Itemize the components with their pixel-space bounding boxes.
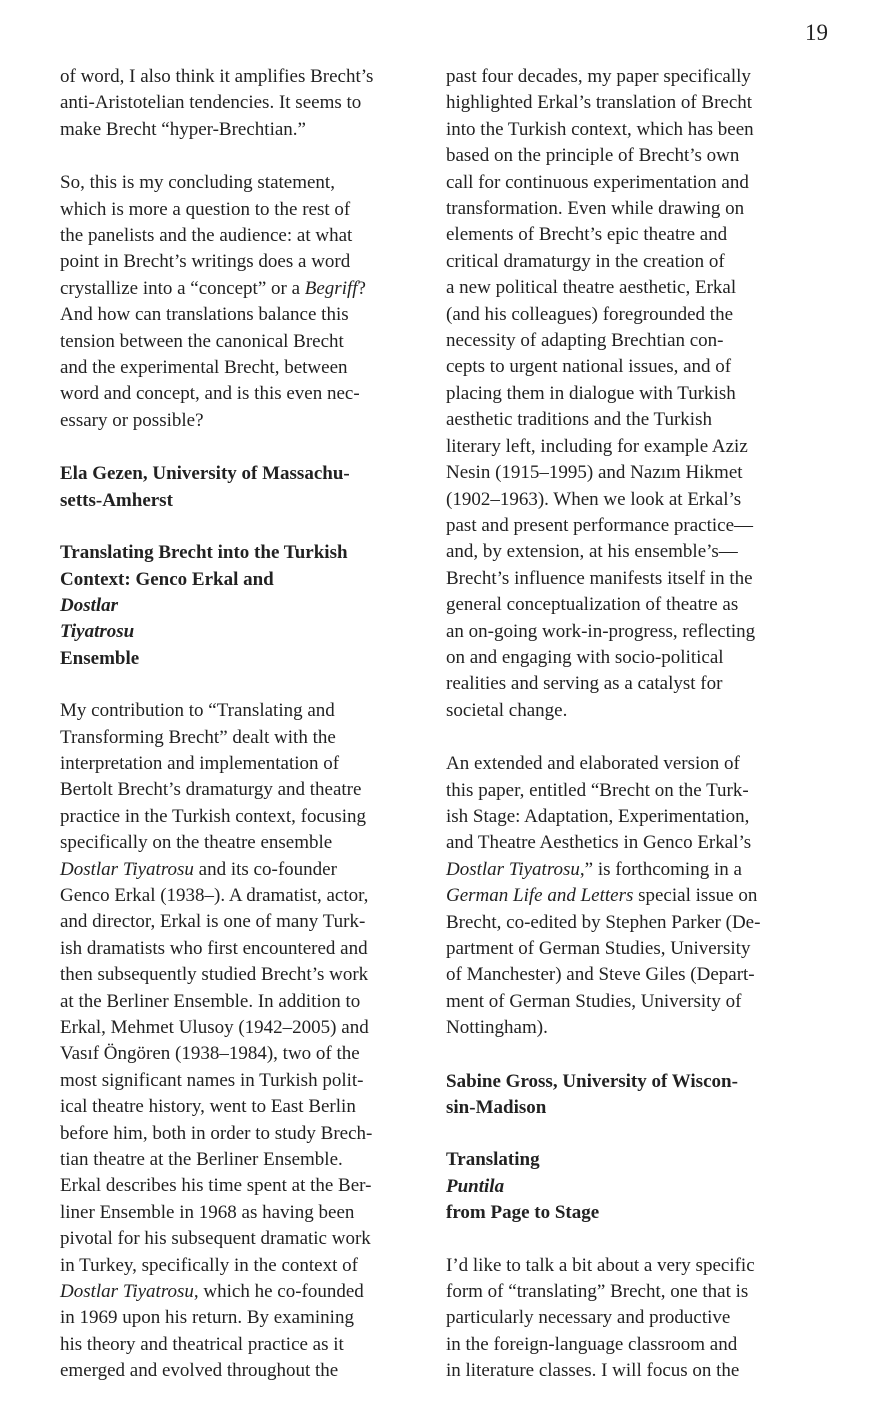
- text-line: societal change.: [446, 699, 568, 721]
- paragraph: [60, 698, 412, 1385]
- text-run: Context: Genco Erkal and: [60, 568, 274, 590]
- text-line: practice in the Turkish context, focusing: [60, 805, 367, 827]
- text-line: aesthetic traditions and the Turkish: [446, 409, 712, 431]
- text-line: placing them in dialogue with Turkish: [446, 382, 736, 404]
- text-line: ment of German Studies, University of: [446, 990, 742, 1012]
- italic-term: Dostlar Tiyatrosu: [60, 1281, 194, 1303]
- text-line: general conceptualization of theatre as: [446, 594, 739, 616]
- text-line: this paper, entitled “Brecht on the Turk-: [446, 779, 749, 801]
- text-line: critical dramaturgy in the creation of: [446, 250, 725, 272]
- text-run: ?: [357, 277, 366, 299]
- text-line: literary left, including for example Aziz: [446, 435, 748, 457]
- text-line: past four decades, my paper specifically: [446, 66, 751, 87]
- text-line: particularly necessary and productive: [446, 1307, 731, 1329]
- text-line: a new political theatre aesthetic, Erkal: [446, 277, 737, 299]
- text-line: Brecht’s influence manifests itself in the: [446, 567, 753, 589]
- text-line: word and concept, and is this even nec-: [60, 383, 360, 405]
- text-line: [60, 276, 412, 302]
- text-line: [60, 857, 412, 883]
- text-line: necessity of adapting Brechtian con-: [446, 330, 724, 352]
- italic-term: Puntila: [446, 1175, 505, 1197]
- text-line: Genco Erkal (1938–). A dramatist, actor,: [60, 884, 369, 906]
- text-line: of Manchester) and Steve Giles (Depart-: [446, 964, 755, 986]
- left-column: [60, 64, 412, 1412]
- text-line: point in Brecht’s writings does a word: [60, 251, 351, 273]
- text-line: and the experimental Brecht, between: [60, 357, 348, 379]
- text-run: Ensemble: [60, 647, 140, 669]
- text-run: and its co-founder: [193, 858, 337, 880]
- text-line: [446, 857, 806, 883]
- text-line: emerged and evolved throughout the: [60, 1360, 339, 1382]
- text-line: anti-Aristotelian tendencies. It seems to: [60, 92, 362, 114]
- text-line: then subsequently studied Brecht’s work: [60, 964, 369, 986]
- text-line: Nottingham).: [446, 1017, 548, 1039]
- text-line: call for continuous experimentation and: [446, 171, 749, 193]
- text-line: specifically on the theatre ensemble: [60, 832, 333, 854]
- author-heading: [60, 461, 412, 514]
- author-line: Ela Gezen, University of Massachu-: [60, 463, 350, 485]
- text-run: , which he co-founded: [193, 1281, 364, 1303]
- text-line: [60, 1279, 412, 1305]
- italic-term: Begriff: [304, 277, 358, 299]
- text-run: from Page to Stage: [446, 1202, 600, 1224]
- text-line: tension between the canonical Brecht: [60, 330, 344, 352]
- text-run: special issue on: [633, 885, 758, 907]
- text-line: And how can translations balance this: [60, 304, 349, 326]
- author-line: sin-Madison: [446, 1097, 547, 1119]
- text-line: and director, Erkal is one of many Turk-: [60, 911, 366, 933]
- text-line: and, by extension, at his ensemble’s—: [446, 541, 738, 563]
- text-line: in 1969 upon his return. By examining: [60, 1307, 354, 1329]
- text-line: liner Ensemble in 1968 as having been: [60, 1201, 355, 1223]
- paragraph: [446, 751, 806, 1041]
- section-title: [446, 1147, 806, 1226]
- text-line: An extended and elaborated version of: [446, 753, 740, 775]
- paragraph: [446, 1253, 806, 1385]
- italic-term: Dostlar Tiyatrosu: [60, 858, 194, 880]
- text-line: (and his colleagues) foregrounded the: [446, 303, 734, 325]
- text-line: Brecht, co-edited by Stephen Parker (De-: [446, 911, 761, 933]
- title-line: Translating Brecht into the Turkish: [60, 542, 348, 564]
- text-line: essary or possible?: [60, 409, 204, 431]
- text-line: into the Turkish context, which has been: [446, 118, 754, 140]
- text-line: which is more a question to the rest of: [60, 198, 351, 220]
- text-line: most significant names in Turkish polit-: [60, 1069, 364, 1091]
- text-line: I’d like to talk a bit about a very specific: [446, 1254, 755, 1276]
- text-line: make Brecht “hyper-Brechtian.”: [60, 118, 306, 140]
- italic-term: Tiyatrosu: [60, 621, 135, 643]
- text-line: realities and serving as a catalyst for: [446, 673, 723, 695]
- title-line: [60, 567, 412, 620]
- text-line: on and engaging with socio-political: [446, 646, 724, 668]
- page-number: 19: [805, 20, 828, 45]
- text-line: Nesin (1915–1995) and Nazım Hikmet: [446, 462, 743, 484]
- text-line: So, this is my concluding statement,: [60, 172, 335, 194]
- text-line: in literature classes. I will focus on the: [446, 1360, 740, 1382]
- text-line: before him, both in order to study Brech-: [60, 1122, 373, 1144]
- text-line: highlighted Erkal’s translation of Brecht: [446, 92, 753, 114]
- text-line: My contribution to “Translating and: [60, 700, 335, 722]
- author-line: setts-Amherst: [60, 489, 173, 511]
- right-column: [446, 64, 806, 1412]
- text-line: ish Stage: Adaptation, Experimentation,: [446, 805, 750, 827]
- text-line: past and present performance practice—: [446, 514, 754, 536]
- text-line: (1902–1963). When we look at Erkal’s: [446, 488, 742, 510]
- italic-term: German Life and Letters: [446, 885, 634, 907]
- text-line: in the foreign-language classroom and: [446, 1333, 738, 1355]
- author-line: Sabine Gross, University of Wiscon-: [446, 1070, 738, 1092]
- text-line: in Turkey, specifically in the context of: [60, 1254, 358, 1276]
- text-line: and Theatre Aesthetics in Genco Erkal’s: [446, 832, 752, 854]
- title-line: [446, 1147, 806, 1226]
- paragraph: [446, 64, 806, 724]
- italic-term: Dostlar: [60, 594, 119, 616]
- text-line: partment of German Studies, University: [446, 938, 751, 959]
- title-line: [60, 619, 412, 672]
- text-line: interpretation and implementation of: [60, 752, 340, 774]
- text-line: Transforming Brecht” dealt with the: [60, 726, 336, 748]
- text-line: based on the principle of Brecht’s own: [446, 145, 740, 167]
- text-run: crystallize into a “concept” or a: [60, 277, 305, 299]
- text-line: [446, 883, 806, 909]
- text-run: Translating: [446, 1149, 540, 1171]
- text-line: Vasıf Öngören (1938–1984), two of the: [60, 1043, 360, 1065]
- text-run: ,” is forthcoming in a: [579, 858, 742, 880]
- italic-term: Dostlar Tiyatrosu: [446, 858, 580, 880]
- section-title: [60, 540, 412, 672]
- text-line: elements of Brecht’s epic theatre and: [446, 224, 728, 246]
- text-line: Erkal describes his time spent at the Ber-: [60, 1175, 372, 1197]
- author-heading: [446, 1069, 806, 1122]
- text-line: at the Berliner Ensemble. In addition to: [60, 990, 361, 1012]
- paragraph: [60, 64, 412, 143]
- text-line: the panelists and the audience: at what: [60, 225, 353, 247]
- text-line: an on-going work-in-progress, reflecting: [446, 620, 756, 642]
- text-line: pivotal for his subsequent dramatic work: [60, 1228, 371, 1250]
- text-line: his theory and theatrical practice as it: [60, 1333, 344, 1355]
- text-line: tian theatre at the Berliner Ensemble.: [60, 1149, 343, 1171]
- paragraph: [60, 170, 412, 434]
- text-line: cepts to urgent national issues, and of: [446, 356, 732, 378]
- text-line: form of “translating” Brecht, one that is: [446, 1281, 749, 1303]
- text-line: ical theatre history, went to East Berlin: [60, 1096, 356, 1118]
- text-line: transformation. Even while drawing on: [446, 198, 745, 220]
- text-line: of word, I also think it amplifies Brecht’s: [60, 66, 374, 87]
- text-line: ish dramatists who first encountered and: [60, 937, 368, 959]
- text-line: Erkal, Mehmet Ulusoy (1942–2005) and: [60, 1017, 369, 1038]
- text-line: Bertolt Brecht’s dramaturgy and theatre: [60, 779, 362, 801]
